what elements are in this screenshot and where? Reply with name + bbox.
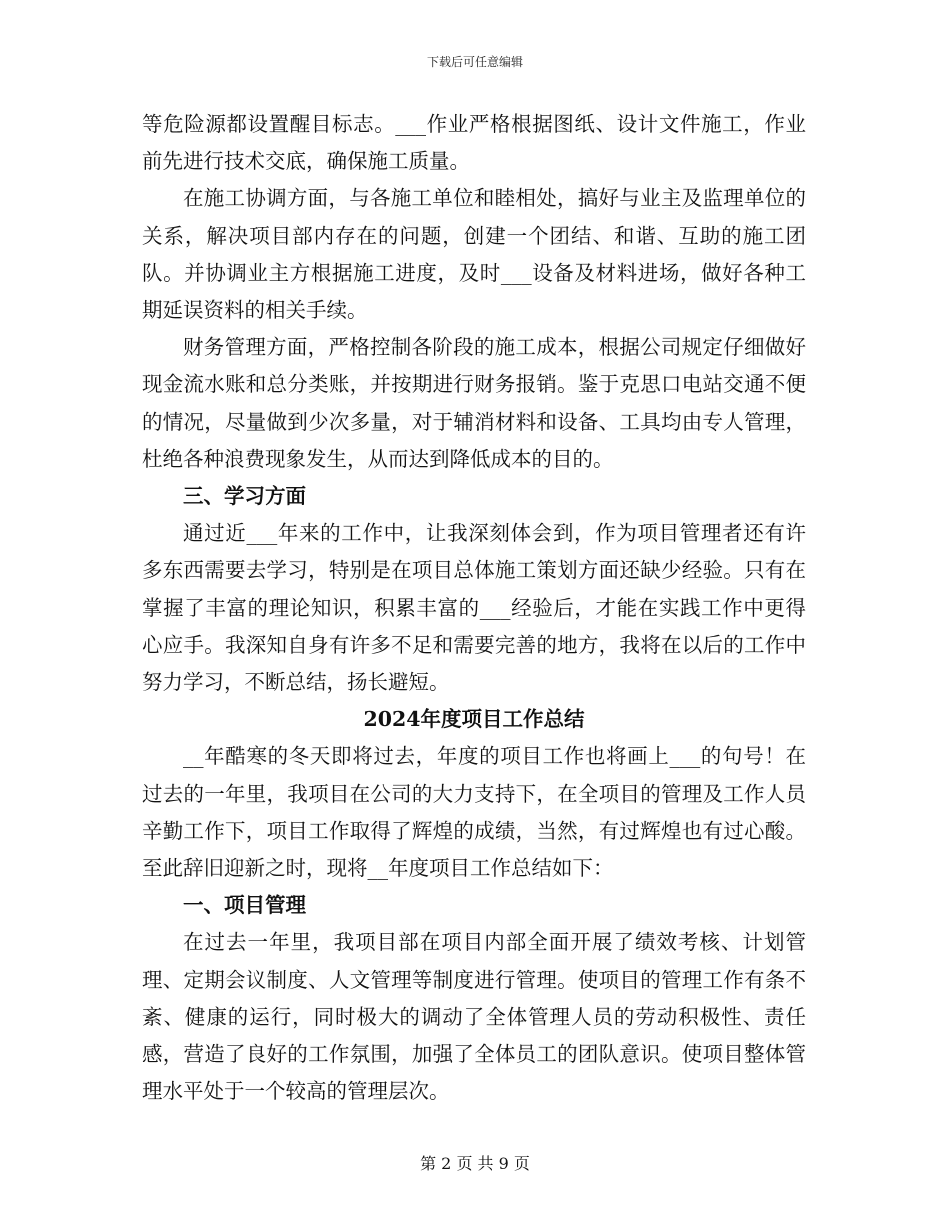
paragraph-management: 在过去一年里，我项目部在项目内部全面开展了绩效考核、计划管理、定期会议制度、人文管理等制度进行管理。使项目的管理工作有条不紊、健康的运行，同时极大的调动了全体管理人员的劳动积极性、责任感，营造了良好的工作氛围，加强了全体员工的团队意识。使项目整体管理水平处于一个较高的管理层次。 — [142, 930, 806, 1104]
paragraph-intro: __年酷寒的冬天即将过去，年度的项目工作也将画上___的句号！在过去的一年里，我项目在公司的大力支持下，在全项目的管理及工作人员辛勤工作下，项目工作取得了辉煌的成绩，当然，有过辉煌也有过心酸。至此辞旧迎新之时，现将__年度项目工作总结如下： — [142, 744, 806, 881]
page-footer: 第 2 页 共 9 页 — [420, 1154, 530, 1173]
section-heading-management: 一、项目管理 — [183, 893, 306, 918]
page-header: 下载后可任意编辑 — [426, 55, 523, 69]
document-title: 2024年度项目工作总结 — [363, 707, 585, 732]
paragraph-study: 通过近___年来的工作中，让我深刻体会到，作为项目管理者还有许多东西需要去学习，特别是在项目总体施工策划方面还缺少经验。只有在掌握了丰富的理论知识，积累丰富的___经验后，才能在实践工作中更得心应手。我深知自身有许多不足和需要完善的地方，我将在以后的工作中努力学习，不断总结，扬长避短。 — [142, 521, 806, 695]
paragraph-continued: 等危险源都设置醒目标志。___作业严格根据图纸、设计文件施工，作业前先进行技术交底，确保施工质量。 — [142, 112, 806, 174]
paragraph-coordination: 在施工协调方面，与各施工单位和睦相处，搞好与业主及监理单位的关系，解决项目部内存在的问题，创建一个团结、和谐、互助的施工团队。并协调业主方根据施工进度，及时___设备及材料进场，做好各种工期延误资料的相关手续。 — [142, 186, 806, 323]
section-heading-study: 三、学习方面 — [183, 484, 306, 509]
paragraph-finance: 财务管理方面，严格控制各阶段的施工成本，根据公司规定仔细做好现金流水账和总分类账，并按期进行财务报销。鉴于克思口电站交通不便的情况，尽量做到少次多量，对于辅消材料和设备、工具均由专人管理，杜绝各种浪费现象发生，从而达到降低成本的目的。 — [142, 335, 806, 471]
document-body — [142, 106, 806, 1110]
